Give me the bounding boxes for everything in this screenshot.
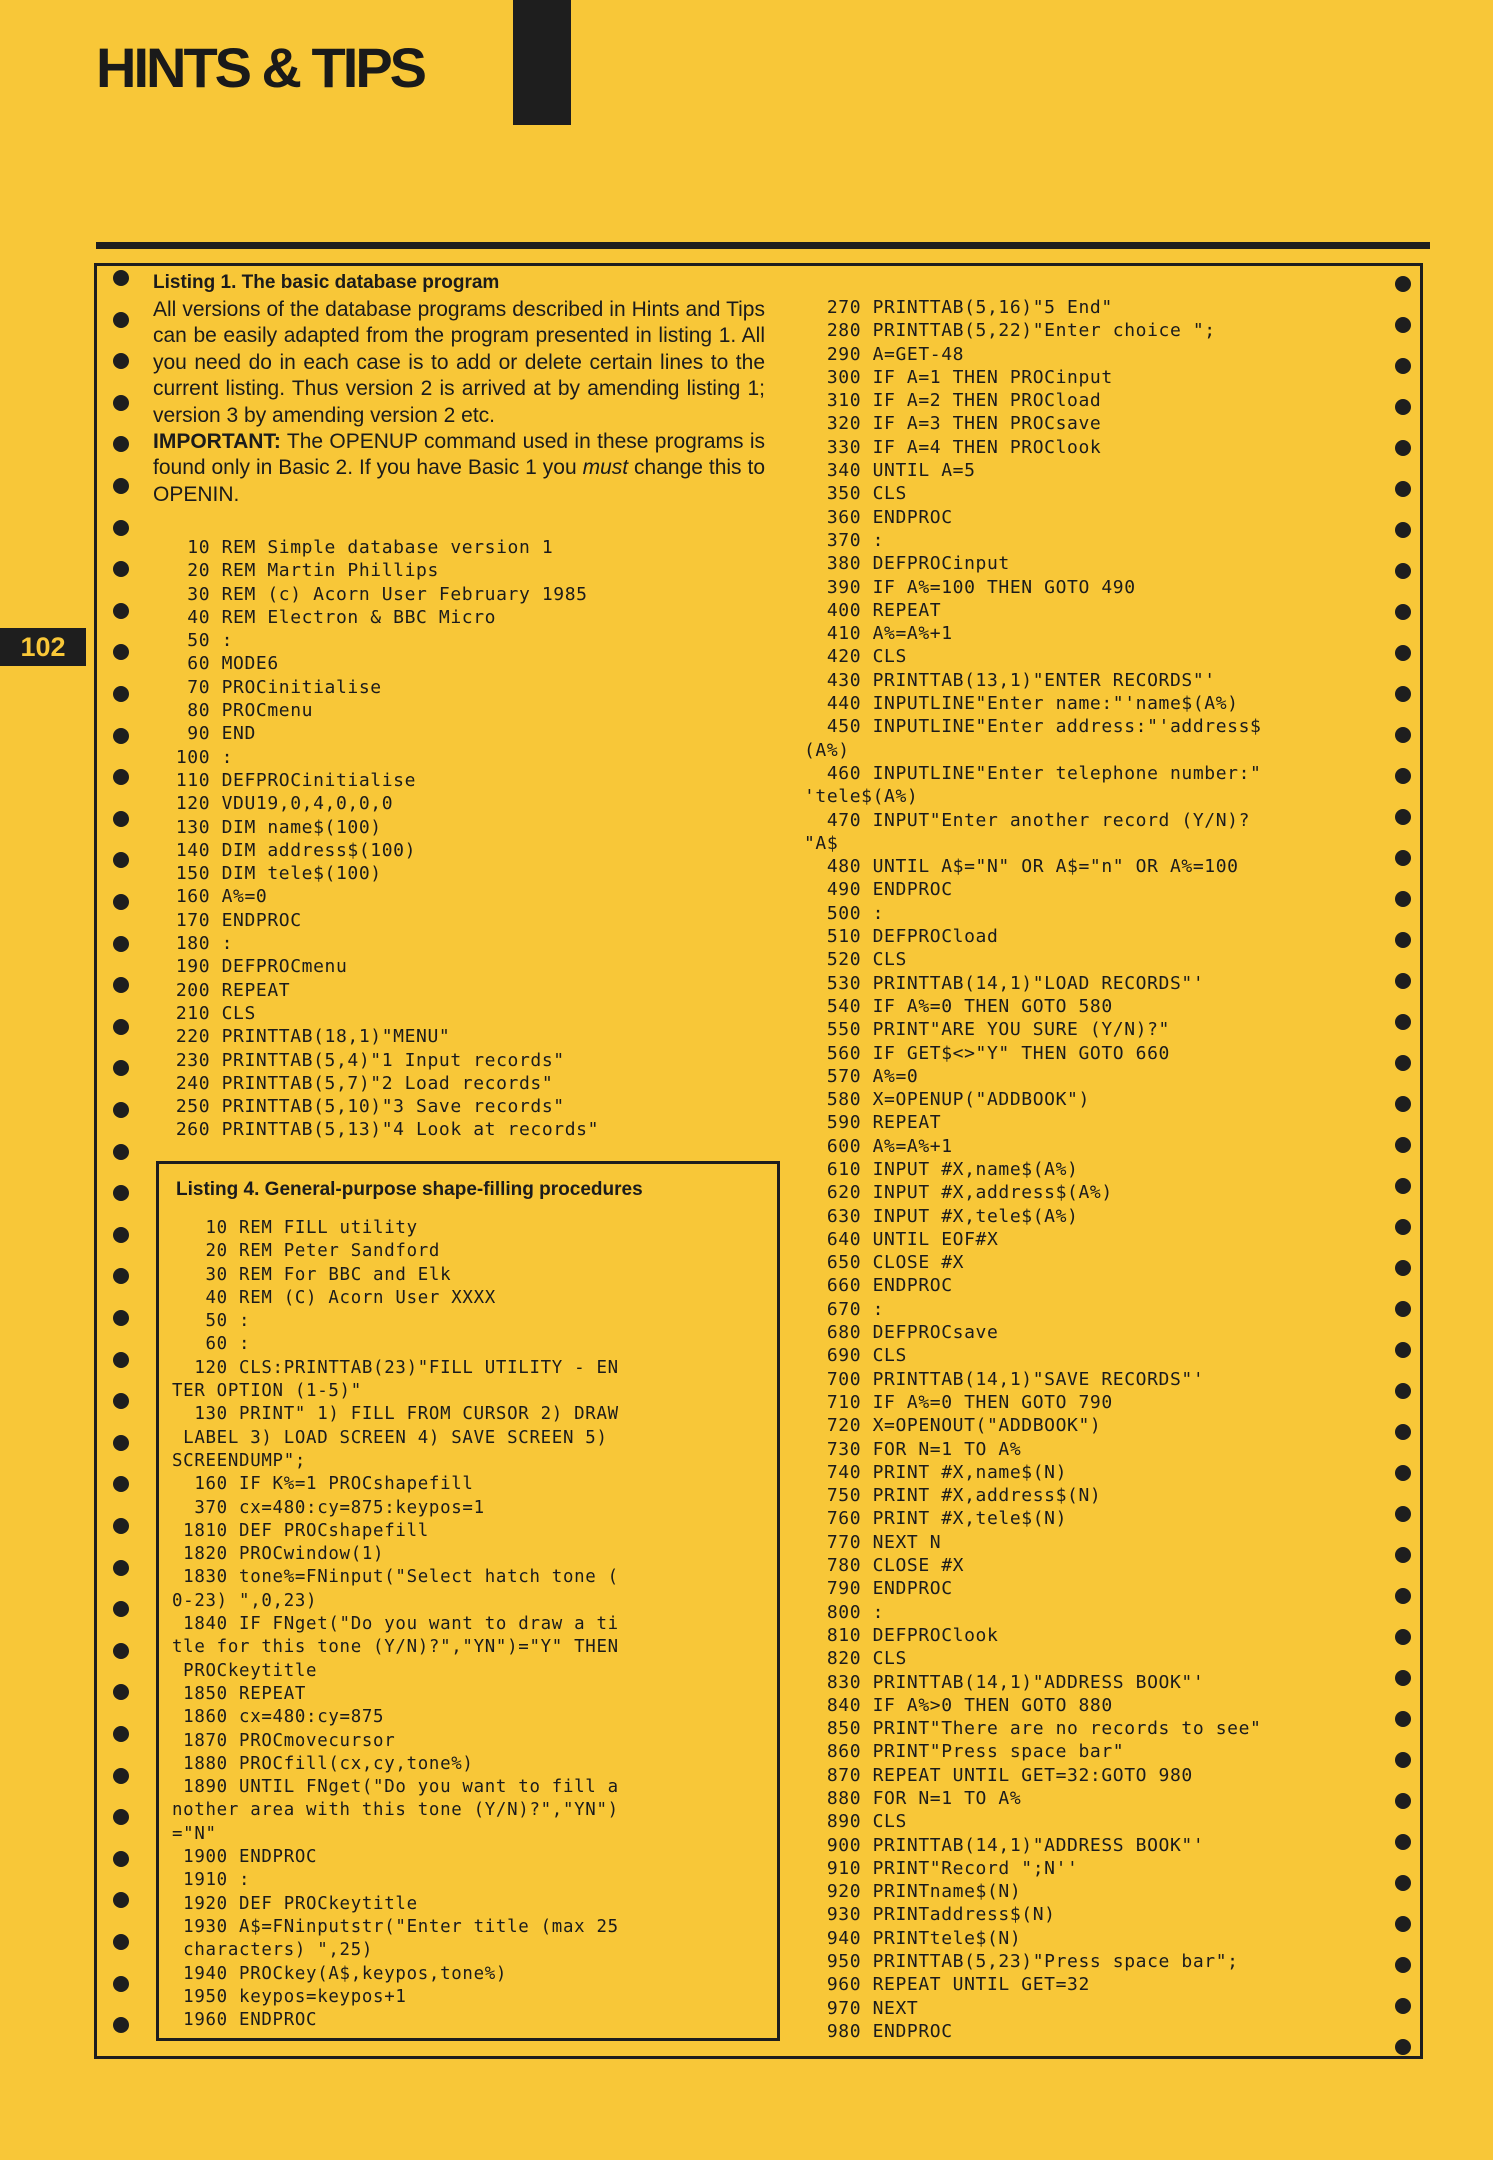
page-title: HINTS & TIPS <box>96 36 425 99</box>
title-block-decoration <box>513 0 571 125</box>
binder-hole <box>113 603 129 619</box>
listing4-caption: Listing 4. General-purpose shape-filling procedures <box>176 1179 643 1200</box>
binder-hole <box>113 478 129 494</box>
binder-hole <box>1395 1506 1411 1522</box>
binder-hole <box>1395 1465 1411 1481</box>
binder-hole <box>113 1352 129 1368</box>
binder-hole <box>113 894 129 910</box>
listing1-intro <box>153 297 765 508</box>
binder-hole <box>1395 1342 1411 1358</box>
binder-hole <box>113 1976 129 1992</box>
binder-hole <box>1395 686 1411 702</box>
important-label: IMPORTANT: <box>153 430 281 454</box>
binder-hole <box>1395 1998 1411 2014</box>
binder-hole <box>1395 1629 1411 1645</box>
binder-hole <box>1395 850 1411 866</box>
binder-hole <box>1395 768 1411 784</box>
intro-note-emphasis: must <box>582 456 629 480</box>
binder-hole <box>1395 1137 1411 1153</box>
binder-hole <box>113 1934 129 1950</box>
binder-hole <box>1395 973 1411 989</box>
binder-hole <box>1395 1834 1411 1850</box>
binder-hole <box>1395 1301 1411 1317</box>
binder-hole <box>1395 2039 1411 2055</box>
binder-hole <box>1395 1957 1411 1973</box>
binder-hole <box>113 1560 129 1576</box>
binder-hole <box>113 1144 129 1160</box>
binder-hole <box>1395 399 1411 415</box>
binder-hole <box>1395 1670 1411 1686</box>
binder-hole <box>113 1310 129 1326</box>
binder-hole <box>1395 481 1411 497</box>
page-number: 102 <box>0 628 86 666</box>
listing1-caption: Listing 1. The basic database program <box>153 272 500 293</box>
binder-hole <box>1395 563 1411 579</box>
binder-hole <box>1395 1178 1411 1194</box>
binder-hole <box>113 395 129 411</box>
binder-hole <box>1395 522 1411 538</box>
intro-paragraph: All versions of the database programs described in Hints and Tips can be easily adapted from the program presented in listing 1. All you need do in each case is to add or delete certain lines to the current listing. Thus version 2 is arrived at by amending listing 1; version 3 by amending version 2 etc. <box>153 298 765 427</box>
title-rule <box>96 242 1430 249</box>
binder-hole <box>113 1227 129 1243</box>
binder-hole <box>113 1019 129 1035</box>
listing4-code: 10 REM FILL utility 20 REM Peter Sandford 30 REM For BBC and Elk 40 REM (C) Acorn User XXXX 50 : 60 : 120 CLS:PRINTTAB(23)"FILL UTILITY - EN TER OPTION (1-5)" 130 PRINT" 1) FILL FROM CURSOR 2) DRAW LABEL 3) LOAD SCREEN 4) SAVE SCREEN 5) SCREENDUMP"; 160 IF K%=1 PROCshapefill 370 cx=480:cy=875:keypos=1 1810 DEF PROCshapefill 1820 PROCwindow(1) 1830 tone%=FNinput("Select hatch tone ( 0-23) ",0,23) 1840 IF FNget("Do you want to draw a ti tle for this tone (Y/N)?","YN")="Y" THEN PROCkeytitle 1850 REPEAT 1860 cx=480:cy=875 1870 PROCmovecursor 1880 PROCfill(cx,cy,tone%) 1890 UNTIL FNget("Do you want to fill a nother area with this tone (Y/N)?","YN") ="N" 1900 ENDPROC 1910 : 1920 DEF PROCkeytitle 1930 A$=FNinputstr("Enter title (max 25 characters) ",25) 1940 PROCkey(A$,keypos,tone%) 1950 keypos=keypos+1 1960 ENDPROC <box>172 1218 619 2031</box>
intro-note-end: change this to OPENIN. <box>153 456 766 506</box>
binder-hole <box>1395 1711 1411 1727</box>
intro-note-text: The OPENUP command used in these programs is found only in Basic 2. If you have Basic 1 you <box>153 430 765 480</box>
binder-hole <box>1395 809 1411 825</box>
binder-hole <box>113 270 129 286</box>
binder-hole <box>1395 1055 1411 1071</box>
binder-hole <box>113 1768 129 1784</box>
binder-hole <box>1395 1547 1411 1563</box>
listing1-code-left: 10 REM Simple database version 1 20 REM Martin Phillips 30 REM (c) Acorn User February 1985 40 REM Electron & BBC Micro 50 : 60 MODE6 70 PROCinitialise 80 PROCmenu 90 END 100 : 110 DEFPROCinitialise 120 VDU19,0,4,0,0,0 130 DIM name$(100) 140 DIM address$(100) 150 DIM tele$(100) 160 A%=0 170 ENDPROC 180 : 190 DEFPROCmenu 200 REPEAT 210 CLS 220 PRINTTAB(18,1)"MENU" 230 PRINTTAB(5,4)"1 Input records" 240 PRINTTAB(5,7)"2 Load records" 250 PRINTTAB(5,10)"3 Save records" 260 PRINTTAB(5,13)"4 Look at records" <box>175 537 600 1141</box>
binder-hole <box>113 1726 129 1742</box>
listing1-code-right: 270 PRINTTAB(5,16)"5 End" 280 PRINTTAB(5,22)"Enter choice "; 290 A=GET-48 300 IF A=1 THEN PROCinput 310 IF A=2 THEN PROCload 320 IF A=3 THEN PROCsave 330 IF A=4 THEN PROClook 340 UNTIL A=5 350 CLS 360 ENDPROC 370 : 380 DEFPROCinput 390 IF A%=100 THEN GOTO 490 400 REPEAT 410 A%=A%+1 420 CLS 430 PRINTTAB(13,1)"ENTER RECORDS"' 440 INPUTLINE"Enter name:"'name$(A%) 450 INPUTLINE"Enter address:"'address$ (A%) 460 INPUTLINE"Enter telephone number:" 'tele$(A%) 470 INPUT"Enter another record (Y/N)? "A$ 480 UNTIL A$="N" OR A$="n" OR A%=100 490 ENDPROC 500 : 510 DEFPROCload 520 CLS 530 PRINTTAB(14,1)"LOAD RECORDS"' 540 IF A%=0 THEN GOTO 580 550 PRINT"ARE YOU SURE (Y/N)?" 560 IF GET$<>"Y" THEN GOTO 660 570 A%=0 580 X=OPENUP("ADDBOOK") 590 REPEAT 600 A%=A%+1 610 INPUT #X,name$(A%) 620 INPUT #X,address$(A%) 630 INPUT #X,tele$(A%) 640 UNTIL EOF#X 650 CLOSE #X 660 ENDPROC 670 : 680 DEFPROCsave 690 CLS 700 PRINTTAB(14,1)"SAVE RECORDS"' 710 IF A%=0 THEN GOTO 790 720 X=OPENOUT("ADDBOOK") 730 FOR N=1 TO A% 740 PRINT #X,name$(N) 750 PRINT #X,address$(N) 760 PRINT #X,tele$(N) 770 NEXT N 780 CLOSE #X 790 ENDPROC 800 : 810 DEFPROClook 820 CLS 830 PRINTTAB(14,1)"ADDRESS BOOK"' 840 IF A%>0 THEN GOTO 880 850 PRINT"There are no records to see" 860 PRINT"Press space bar" 870 REPEAT UNTIL GET=32:GOTO 980 880 FOR N=1 TO A% 890 CLS 900 PRINTTAB(14,1)"ADDRESS BOOK"' 910 PRINT"Record ";N'' 920 PRINTname$(N) 930 PRINTaddress$(N) 940 PRINTtele$(N) 950 PRINTTAB(5,23)"Press space bar"; 960 REPEAT UNTIL GET=32 970 NEXT 980 ENDPROC <box>804 297 1262 2042</box>
binder-hole <box>1395 276 1411 292</box>
binder-hole <box>1395 1014 1411 1030</box>
binder-hole <box>1395 358 1411 374</box>
binder-hole <box>1395 1793 1411 1809</box>
binder-hole <box>1395 1383 1411 1399</box>
binder-hole <box>113 312 129 328</box>
binder-hole <box>1395 604 1411 620</box>
binder-hole <box>1395 1424 1411 1440</box>
binder-hole <box>1395 1588 1411 1604</box>
binder-hole <box>1395 932 1411 948</box>
binder-hole <box>113 1518 129 1534</box>
binder-hole <box>113 520 129 536</box>
binder-hole <box>113 1102 129 1118</box>
binder-hole <box>1395 727 1411 743</box>
binder-hole <box>1395 1752 1411 1768</box>
binder-hole <box>1395 1875 1411 1891</box>
binder-hole <box>113 811 129 827</box>
binder-hole <box>1395 440 1411 456</box>
binder-hole <box>1395 1260 1411 1276</box>
binder-hole <box>1395 317 1411 333</box>
binder-hole <box>113 728 129 744</box>
binder-hole <box>1395 891 1411 907</box>
binder-hole <box>113 936 129 952</box>
binder-hole <box>1395 1096 1411 1112</box>
binder-hole <box>113 686 129 702</box>
binder-hole <box>1395 1916 1411 1932</box>
binder-hole <box>113 1435 129 1451</box>
binder-hole <box>1395 1219 1411 1235</box>
binder-hole <box>113 1643 129 1659</box>
binder-hole <box>113 1851 129 1867</box>
binder-hole <box>1395 645 1411 661</box>
